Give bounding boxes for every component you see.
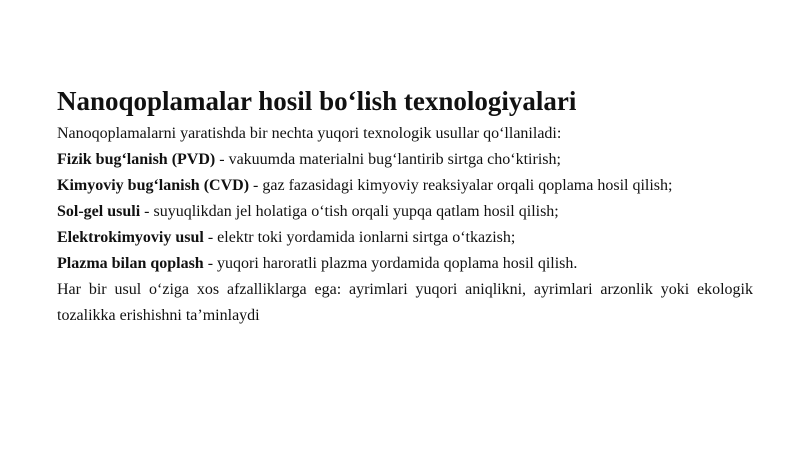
method-name: Sol-gel usuli [57,203,141,220]
method-description: - elektr toki yordamida ionlarni sirtga o‘tkazish; [203,229,516,246]
slide-content [57,84,753,329]
method-description: - vakuumda materialni bug‘lantirib sirtga cho‘ktirish; [215,151,561,168]
method-name: Fizik bug‘lanish (PVD) [57,151,216,168]
method-description: - yuqori haroratli plazma yordamida qoplama hosil qilish. [203,255,578,272]
method-item-pvd [57,147,753,173]
conclusion-text: Har bir usul o‘ziga xos afzalliklarga ega: ayrimlari yuqori aniqlikni, ayrimlari arzonlik yoki ekologik tozalikka erishishni ta’minlaydi [57,281,753,324]
intro-text: Nanoqoplamalarni yaratishda bir nechta yuqori texnologik usullar qo‘llaniladi: [57,125,562,142]
method-name: Elektrokimyoviy usul [57,229,204,246]
method-description: - gaz fazasidagi kimyoviy reaksiyalar orqali qoplama hosil qilish; [249,177,673,194]
method-name: Kimyoviy bug‘lanish (CVD) [57,177,250,194]
slide-title: Nanoqoplamalar hosil bo‘lish texnologiyalari [57,86,577,116]
method-description: - suyuqlikdan jel holatiga o‘tish orqali yupqa qatlam hosil qilish; [140,203,559,220]
method-item-electrochemical [57,225,753,251]
method-item-plasma [57,251,753,277]
method-item-cvd [57,173,753,199]
method-item-sol-gel [57,199,753,225]
method-name: Plazma bilan qoplash [57,255,204,272]
